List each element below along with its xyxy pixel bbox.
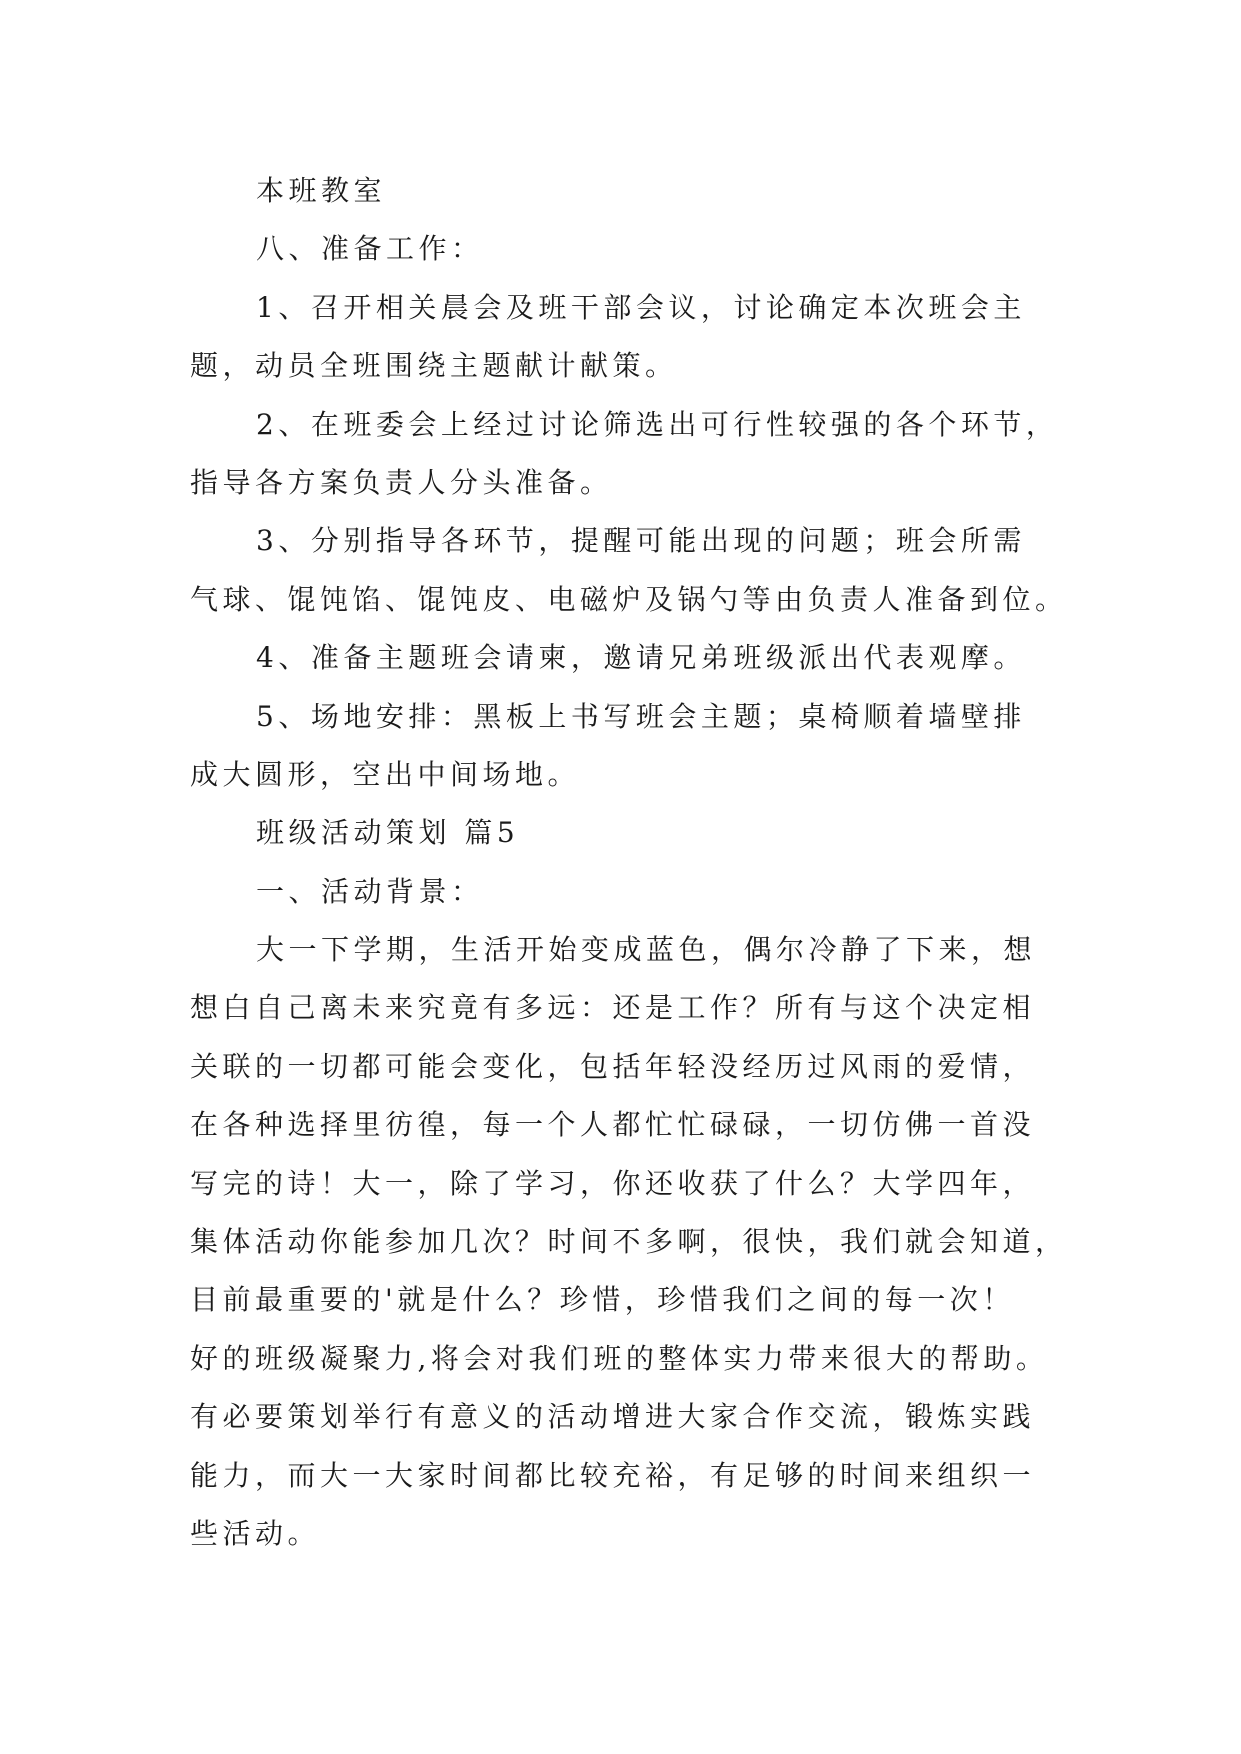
section-heading: 一、活动背景： bbox=[256, 874, 484, 908]
text-line: 写完的诗！大一，除了学习，你还收获了什么？大学四年， bbox=[190, 1166, 1036, 1200]
text-line: 2、在班委会上经过讨论筛选出可行性较强的各个环节， bbox=[256, 407, 1059, 441]
text-line: 能力，而大一大家时间都比较充裕，有足够的时间来组织一 bbox=[190, 1458, 1036, 1492]
text-line: 气球、馄饨馅、馄饨皮、电磁炉及锅勺等由负责人准备到位。 bbox=[190, 582, 1068, 616]
text-line: 有必要策划举行有意义的活动增进大家合作交流，锻炼实践 bbox=[190, 1400, 1036, 1434]
text-line: 指导各方案负责人分头准备。 bbox=[190, 465, 613, 499]
document-body bbox=[190, 162, 1070, 1563]
text-line: 本班教室 bbox=[256, 174, 387, 207]
text-line: 成大圆形，空出中间场地。 bbox=[190, 757, 581, 791]
section-heading: 八、准备工作： bbox=[256, 232, 484, 266]
text-line: 想白自己离未来究竟有多远：还是工作？所有与这个决定相 bbox=[190, 991, 1036, 1025]
article-heading: 班级活动策划 篇5 bbox=[256, 816, 520, 850]
text-line: 目前最重要的'就是什么？珍惜，珍惜我们之间的每一次！ bbox=[190, 1283, 1015, 1317]
text-line: 4、准备主题班会请柬，邀请兄弟班级派出代表观摩。 bbox=[256, 641, 1026, 675]
text-line: 好的班级凝聚力,将会对我们班的整体实力带来很大的帮助。 bbox=[190, 1341, 1049, 1375]
text-line: 关联的一切都可能会变化，包括年轻没经历过风雨的爱情， bbox=[190, 1049, 1036, 1083]
text-line: 在各种选择里彷徨，每一个人都忙忙碌碌，一切仿佛一首没 bbox=[190, 1108, 1036, 1142]
text-line: 题，动员全班围绕主题献计献策。 bbox=[190, 349, 678, 383]
text-line: 些活动。 bbox=[190, 1516, 321, 1550]
text-line: 大一下学期，生活开始变成蓝色，偶尔冷静了下来，想 bbox=[256, 933, 1037, 967]
text-line: 集体活动你能参加几次？时间不多啊，很快，我们就会知道， bbox=[190, 1225, 1068, 1259]
text-line: 1、召开相关晨会及班干部会议，讨论确定本次班会主 bbox=[256, 290, 1026, 324]
text-line: 5、场地安排：黑板上书写班会主题；桌椅顺着墙壁排 bbox=[256, 699, 1026, 733]
text-line: 3、分别指导各环节，提醒可能出现的问题；班会所需 bbox=[256, 524, 1026, 558]
